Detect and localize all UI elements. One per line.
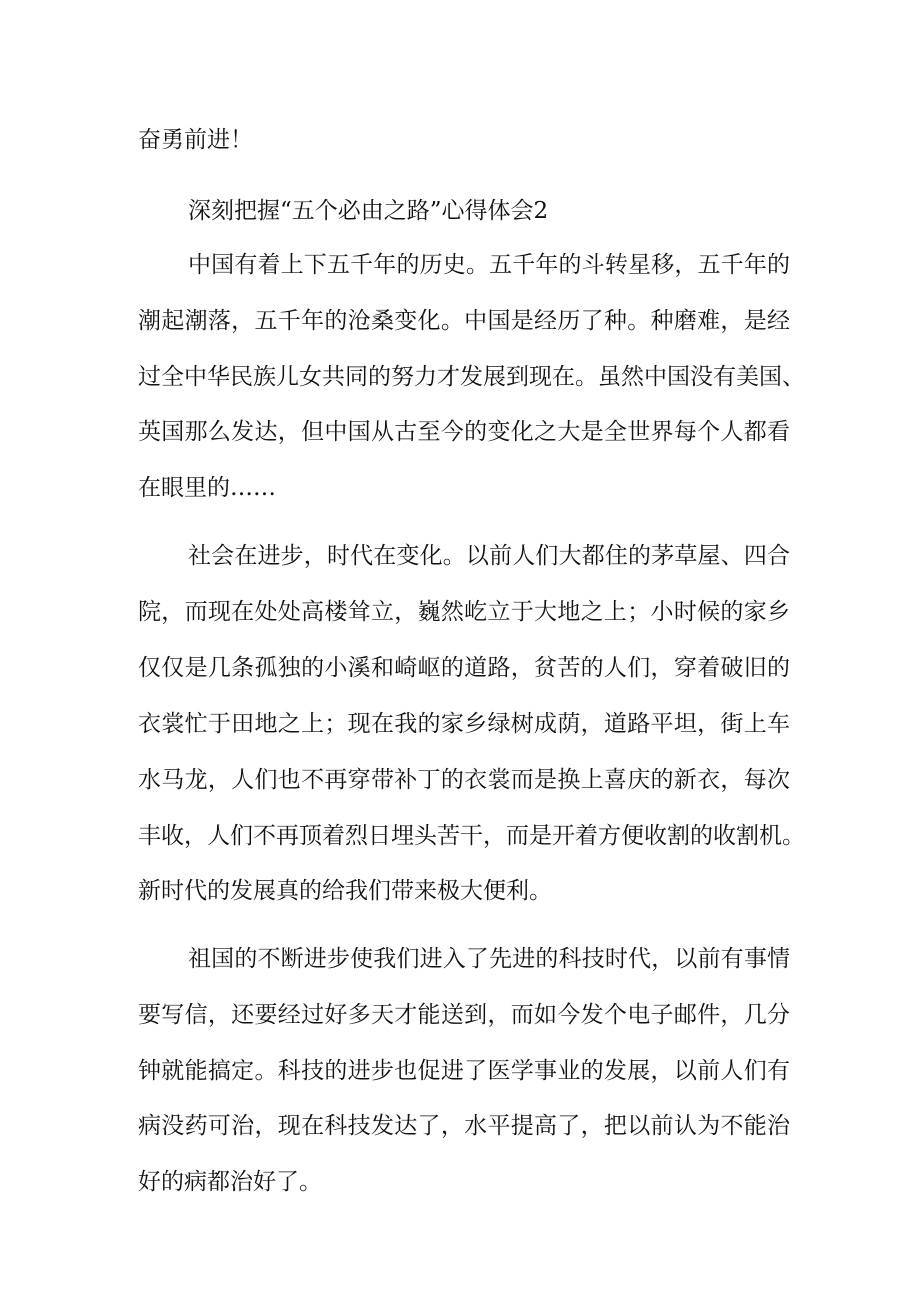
paragraph-line: 新时代的发展真的给我们带来极大便利。 <box>138 878 552 904</box>
paragraph-line: 祖国的不断进步使我们进入了先进的科技时代，以前有事情 <box>188 946 790 972</box>
paragraph-line: 水马龙，人们也不再穿带补丁的衣裳而是换上喜庆的新衣，每次 <box>138 767 790 793</box>
top-fragment: 奋勇前进！ <box>138 127 253 153</box>
section-heading: 深刻把握“五个必由之路”心得体会2 <box>188 198 549 224</box>
paragraph-line: 钟就能搞定。科技的进步也促进了医学事业的发展，以前人们有 <box>138 1058 790 1084</box>
paragraph-line: 潮起潮落，五千年的沧桑变化。中国是经历了种。种磨难，是经 <box>138 308 790 334</box>
paragraph-line: 英国那么发达，但中国从古至今的变化之大是全世界每个人都看 <box>138 419 790 445</box>
paragraph-line: 病没药可治，现在科技发达了，水平提高了，把以前认为不能治 <box>138 1113 790 1139</box>
paragraph-line: 过全中华民族儿女共同的努力才发展到现在。虽然中国没有美国、 <box>138 364 805 390</box>
paragraph-line: 衣裳忙于田地之上；现在我的家乡绿树成荫，道路平坦，街上车 <box>138 711 790 737</box>
paragraph-line: 社会在进步，时代在变化。以前人们大都住的茅草屋、四合 <box>188 543 790 569</box>
paragraph-line: 丰收，人们不再顶着烈日埋头苦干，而是开着方便收割的收割机。 <box>138 823 805 849</box>
paragraph-line: 院，而现在处处高楼耸立，巍然屹立于大地之上；小时候的家乡 <box>138 599 790 625</box>
paragraph-line: 好的病都治好了。 <box>138 1169 322 1195</box>
paragraph-line: 中国有着上下五千年的历史。五千年的斗转星移，五千年的 <box>188 252 790 278</box>
paragraph-line: 仅仅是几条孤独的小溪和崎岖的道路，贫苦的人们，穿着破旧的 <box>138 655 790 681</box>
paragraph-line: 在眼里的…… <box>138 475 276 501</box>
paragraph-line: 要写信，还要经过好多天才能送到，而如今发个电子邮件，几分 <box>138 1002 790 1028</box>
